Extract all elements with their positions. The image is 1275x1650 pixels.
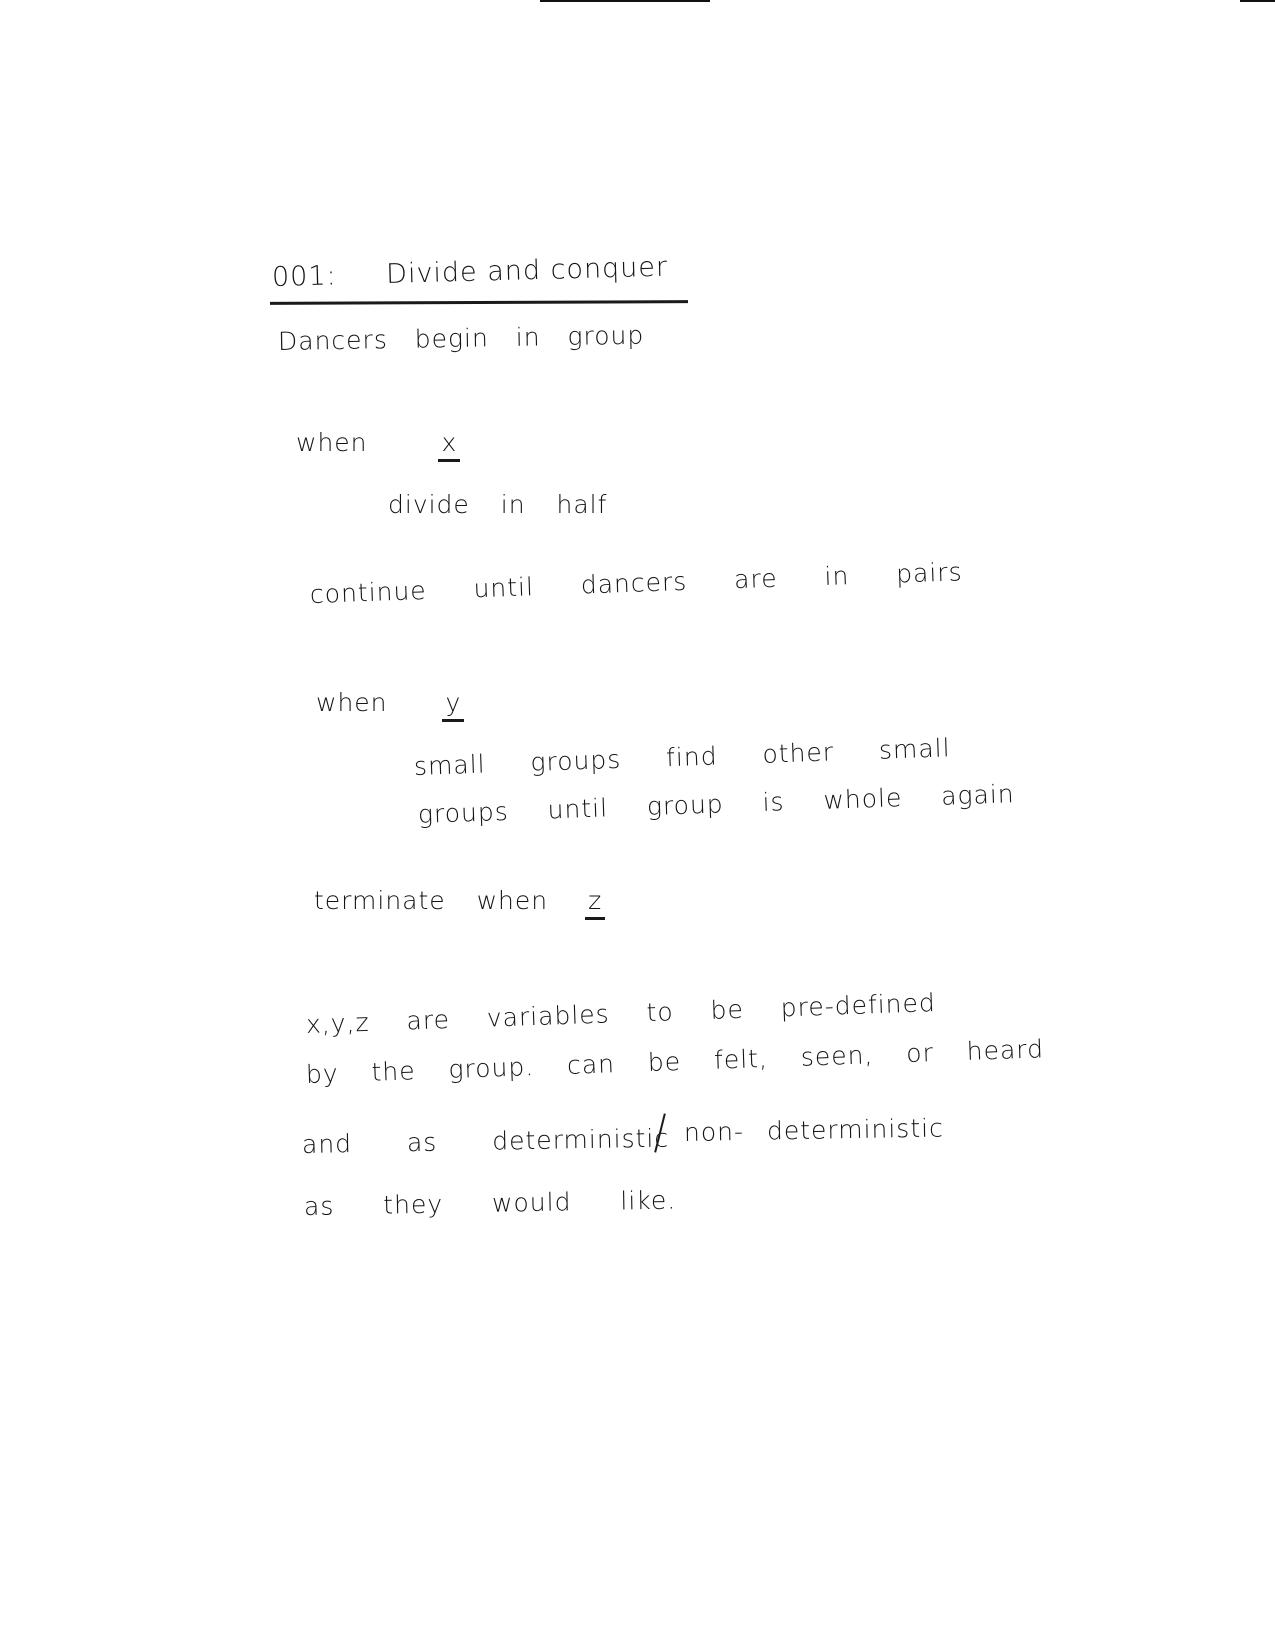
line-note-2: by the group. can be felt, seen, or heard [305, 1034, 1045, 1089]
scan-edge-mark-corner [1240, 0, 1275, 2]
line-note-3a: and as deterministic [301, 1123, 670, 1159]
line-intro: Dancers begin in group [277, 320, 645, 356]
when-y-label: when [316, 688, 388, 717]
title-number: 001: [271, 260, 338, 293]
line-when-x [296, 428, 460, 462]
line-note-4: as they would like. [303, 1185, 677, 1221]
variable-x: x [438, 428, 460, 462]
line-when-y [316, 688, 464, 722]
page-title [272, 252, 669, 293]
line-terminate [314, 886, 605, 920]
scan-edge-mark-top [540, 0, 710, 2]
terminate-label: terminate when [314, 886, 549, 915]
line-regroup-1: small groups find other small [413, 733, 951, 781]
variable-z: z [585, 886, 605, 920]
line-note-3b: non- deterministic [683, 1113, 945, 1147]
title-text: Divide and conquer [385, 251, 669, 291]
title-underline [270, 300, 688, 305]
line-note-1: x,y,z are variables to be pre-defined [305, 988, 937, 1039]
line-divide: divide in half [388, 490, 608, 519]
line-continue: continue until dancers are in pairs [309, 557, 964, 609]
variable-y: y [442, 688, 464, 722]
when-x-label: when [296, 428, 368, 457]
line-regroup-2: groups until group is whole again [417, 779, 1016, 829]
